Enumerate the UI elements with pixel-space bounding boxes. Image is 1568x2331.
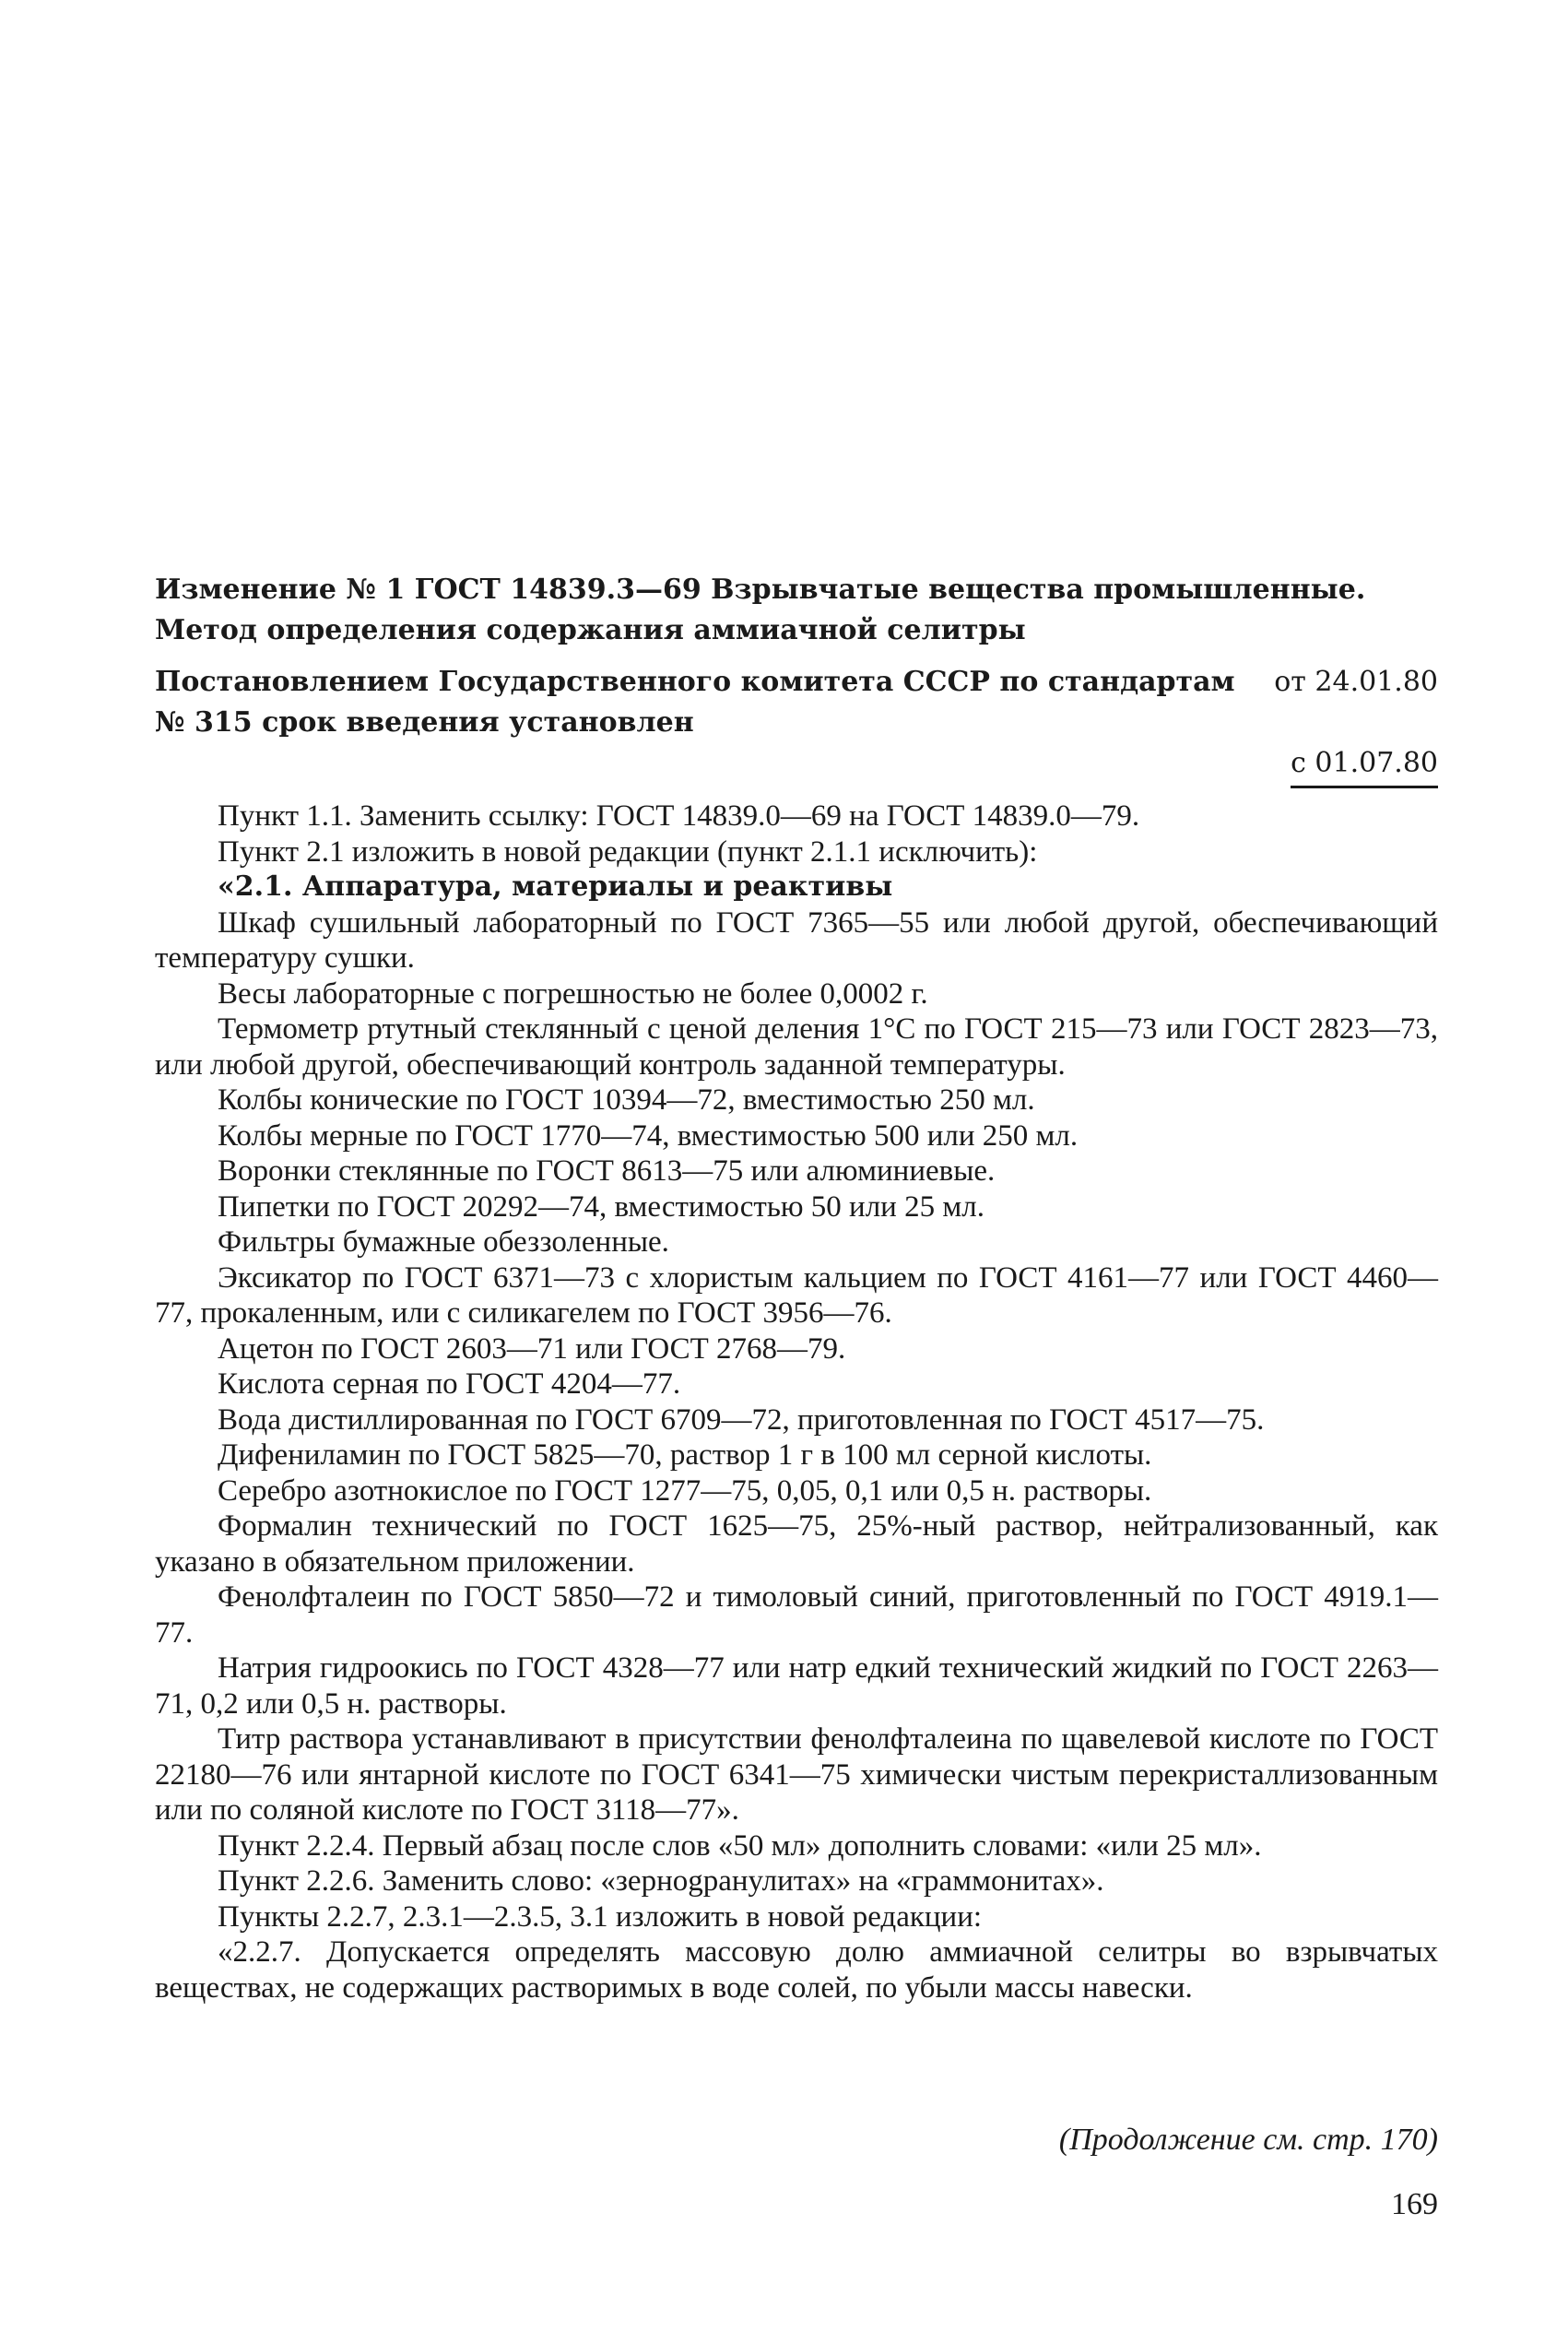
paragraph: Эксикатор по ГОСТ 6371—73 с хлористым кальцием по ГОСТ 4161—77 или ГОСТ 4460—77, прокаленным, или с силикагелем по ГОСТ 3956—76. bbox=[155, 1260, 1438, 1330]
paragraph: Термометр ртутный стеклянный с ценой деления 1°С по ГОСТ 215—73 или ГОСТ 2823—73, или любой другой, обеспечивающий контроль заданной температуры. bbox=[155, 1012, 1438, 1082]
continuation-note: (Продолжение см. стр. 170) bbox=[1058, 2123, 1438, 2157]
paragraph: Пункты 2.2.7, 2.3.1—2.3.5, 3.1 изложить в новой редакции: bbox=[218, 1899, 983, 1934]
paragraph: Пункт 1.1. Заменить ссылку: ГОСТ 14839.0—69 на ГОСТ 14839.0—79. bbox=[218, 799, 1140, 833]
paragraph: Весы лабораторные с погрешностью не более 0,0002 г. bbox=[218, 976, 928, 1011]
paragraph: Колбы мерные по ГОСТ 1770—74, вместимостью 500 или 250 мл. bbox=[218, 1118, 1079, 1153]
paragraph: Серебро азотнокислое по ГОСТ 1277—75, 0,05, 0,1 или 0,5 н. растворы. bbox=[218, 1473, 1152, 1508]
paragraph: Дифениламин по ГОСТ 5825—70, раствор 1 г в 100 мл серной кислоты. bbox=[218, 1438, 1152, 1472]
decree-block bbox=[155, 662, 1438, 788]
document-body bbox=[155, 799, 1438, 2006]
effective-date-row bbox=[155, 743, 1438, 788]
paragraph: Пипетки по ГОСТ 20292—74, вместимостью 50 или 25 мл. bbox=[218, 1189, 984, 1224]
paragraph: «2.2.7. Допускается определять массовую долю аммиачной селитры во взрывчатых веществах, не содержащих растворимых в воде солей, по убыли массы навески. bbox=[155, 1935, 1438, 2005]
paragraph: Воронки стеклянные по ГОСТ 8613—75 или алюминиевые. bbox=[218, 1154, 996, 1188]
page-number: 169 bbox=[1391, 2187, 1438, 2221]
paragraph: Пункт 2.2.6. Заменить слово: «зернogранулитах» на «граммонитах». bbox=[218, 1864, 1104, 1898]
paragraph: Пункт 2.1 изложить в новой редакции (пункт 2.1.1 исключить): bbox=[218, 834, 1038, 869]
document-heading: Изменение № 1 ГОСТ 14839.3—69 Взрывчатые вещества промышленные. Метод определения содержания аммиачной селитры bbox=[155, 574, 1366, 646]
paragraph: Формалин технический по ГОСТ 1625—75, 25%-ный раствор, нейтрализованный, как указано в обязательном приложении. bbox=[155, 1509, 1438, 1579]
section-subheading: «2.1. Аппаратура, материалы и реактивы bbox=[218, 870, 893, 903]
paragraph: Вода дистиллированная по ГОСТ 6709—72, приготовленная по ГОСТ 4517—75. bbox=[218, 1402, 1265, 1437]
effective-date: с 01.07.80 bbox=[1291, 745, 1438, 788]
paragraph: Колбы конические по ГОСТ 10394—72, вместимостью 250 мл. bbox=[218, 1083, 1035, 1117]
decree-date: от 24.01.80 bbox=[1274, 666, 1438, 698]
paragraph: Фенолфталеин по ГОСТ 5850—72 и тимоловый синий, приготовленный по ГОСТ 4919.1—77. bbox=[155, 1580, 1438, 1650]
paragraph: Титр раствора устанавливают в присутствии фенолфталеина по щавелевой кислоте по ГОСТ 22180—76 или янтарной кислоте по ГОСТ 6341—75 химически чистым перекристаллизованным или по соляной кислоте по ГОСТ 3118—77». bbox=[155, 1722, 1438, 1827]
decree-text: Постановлением Государственного комитета СССР по стандартам bbox=[155, 666, 1235, 698]
paragraph: Фильтры бумажные обеззоленные. bbox=[218, 1225, 669, 1259]
paragraph: Шкаф сушильный лабораторный по ГОСТ 7365—55 или любой другой, обеспечивающий температуру сушки. bbox=[155, 905, 1438, 975]
paragraph: Кислота серная по ГОСТ 4204—77. bbox=[218, 1367, 681, 1401]
paragraph: Натрия гидроокись по ГОСТ 4328—77 или натр едкий технический жидкий по ГОСТ 2263—71, 0,2 или 0,5 н. растворы. bbox=[155, 1651, 1438, 1721]
paragraph: Ацетон по ГОСТ 2603—71 или ГОСТ 2768—79. bbox=[218, 1331, 846, 1366]
paragraph: Пункт 2.2.4. Первый абзац после слов «50 мл» дополнить словами: «или 25 мл». bbox=[218, 1828, 1262, 1863]
decree-row bbox=[155, 662, 1438, 703]
decree-line2: № 315 срок введения установлен bbox=[155, 706, 694, 739]
